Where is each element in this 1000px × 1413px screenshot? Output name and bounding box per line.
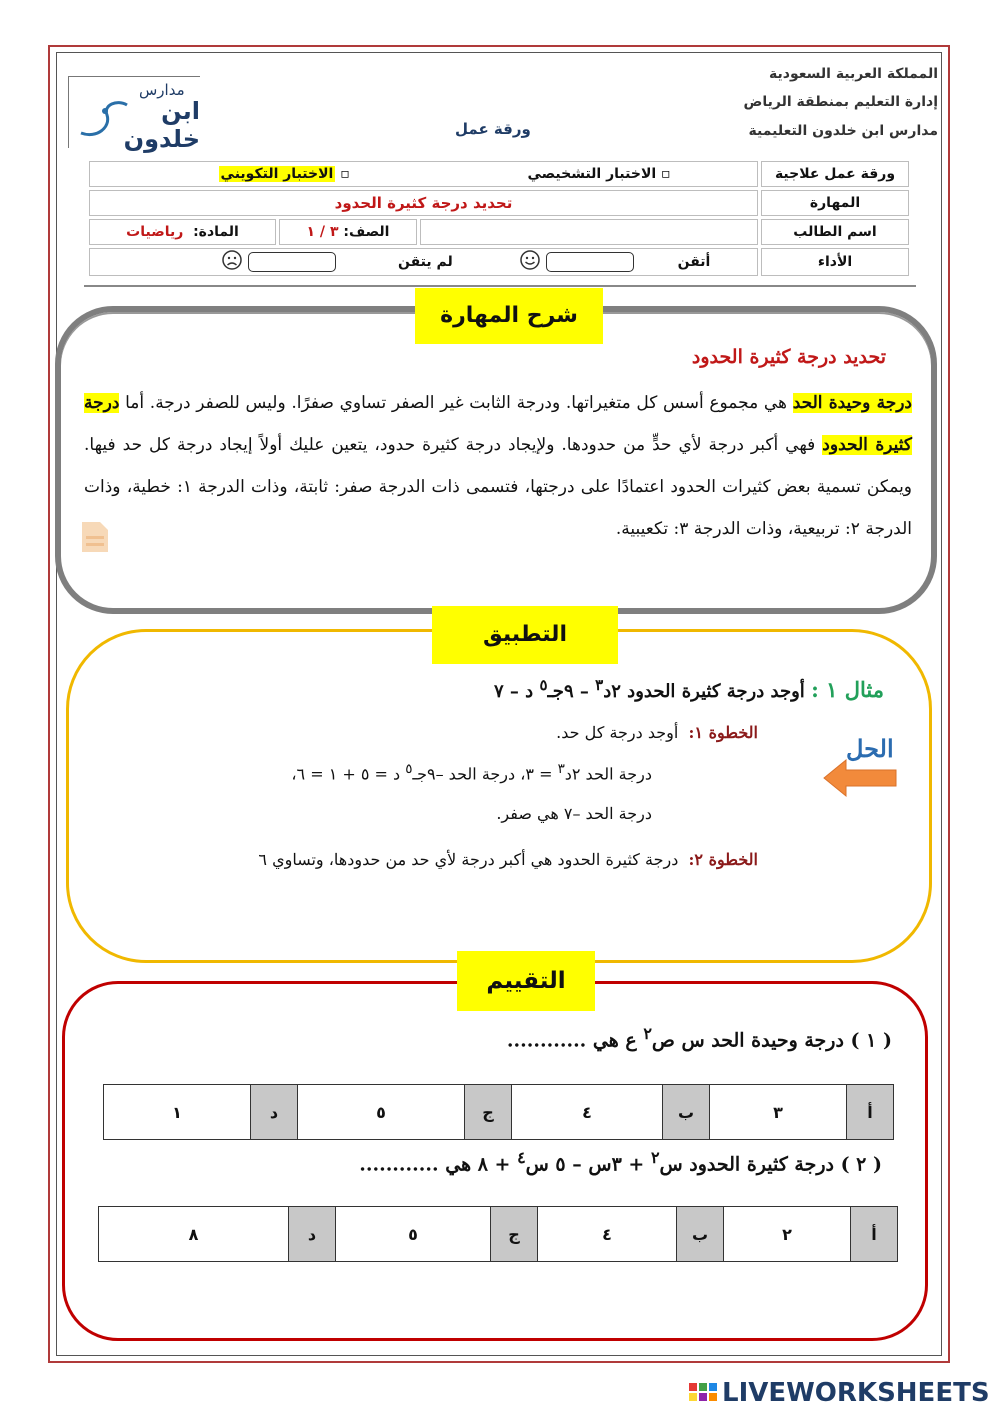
step2-line [258,850,758,869]
performance-label: الأداء [761,248,909,276]
sheet-title: ورقة عمل [455,120,531,138]
checkbox-icon: ▫ [661,166,671,182]
calc-a: درجة الحد ٢د [564,764,652,784]
question-2 [359,1148,882,1175]
q1-key-b: ب [663,1085,710,1140]
info-row-student [89,219,909,245]
info-row-type [89,161,909,187]
info-table [86,158,912,279]
explanation-title: تحديد درجة كثيرة الحدود [691,346,886,368]
info-row-skill [89,190,909,216]
example-label: مثال ١ : [811,677,884,702]
application-ribbon: التطبيق [432,606,618,664]
student-name-field[interactable] [420,219,758,245]
subject-value: رياضيات [126,224,184,240]
not-mastered-label: لم يتقن [397,254,453,270]
solution-label: الحل [846,734,894,763]
example-expr-a: أوجد درجة كثيرة الحدود ٢د [603,681,805,702]
step2-label: الخطوة ٢: [688,850,758,869]
q2-option-a[interactable]: ٢ [724,1207,851,1262]
formative-test-option[interactable] [124,166,444,182]
q2-option-d[interactable]: ٨ [99,1207,289,1262]
explanation-text-2: فهي أكبر درجة لأي حدٍّ من حدودها. ولإيجاد درجة كثيرة حدود، يتعين عليك أولاً إيجاد درجة كل حد فيها. ويمكن تسمية بعض كثيرات الحدود اعتمادًا على درجتها، فتسمى ذات الدرجة صفر: ثابتة، وذات الدرجة ١: خطية، وذات الدرجة ٢: تربيعية، وذات الدرجة ٣: تكعيبية. [84,435,913,539]
q2-text-c: + ٨ هي ............ [359,1153,518,1176]
q1-key-c: ج [465,1085,512,1140]
example-exp-2: ٥ [539,676,548,694]
q1-key-a: أ [847,1085,894,1140]
mastered-input[interactable] [546,252,634,272]
q1-option-c[interactable]: ٥ [298,1085,465,1140]
formative-test-label: الاختبار التكويني [220,166,334,182]
example-exp-1: ٣ [595,676,604,694]
example-expr-c: د – ٧ [493,681,540,702]
calc-b: = ٣، درجة الحد –٩جـ [412,764,558,784]
q2-option-c[interactable]: ٥ [336,1207,491,1262]
header-country: المملكة العربية السعودية [769,66,938,82]
calc-exp-2: ٥ [405,762,413,777]
step2-text: درجة كثيرة الحدود هي أكبر درجة لأي حد من حدودها، وتساوي ٦ [258,850,679,869]
note-icon [80,520,110,554]
assessment-ribbon: التقييم [457,951,595,1011]
q2-option-b[interactable]: ٤ [538,1207,677,1262]
grade-cell [279,219,417,245]
q1-key-d: د [251,1085,298,1140]
term-polynomial-degree: درجة كثيرة الحدود [84,393,913,455]
subject-label: المادة: [193,224,239,240]
calc-line-1 [291,762,652,783]
mastered-label: أتقن [677,254,711,270]
test-type-cell [89,161,758,187]
explanation-text-1: هي مجموع أسس كل متغيراتها. ودرجة الثابت غير الصفر تساوي صفرًا. وليس للصفر درجة. أما [119,393,793,413]
example-line [494,676,884,702]
diagnostic-test-option[interactable] [449,166,749,182]
liveworksheets-logo-icon [688,1382,718,1408]
question-1 [507,1024,892,1051]
q1-text-b: ع هي ............ [506,1029,644,1052]
q2-key-b: ب [677,1207,724,1262]
worksheet-type-label: ورقة عمل علاجية [761,161,909,187]
q2-key-d: د [289,1207,336,1262]
happy-face-icon [515,249,541,275]
q1-text-a: ( ١ ) درجة وحيدة الحد س ص [651,1029,892,1052]
header-divider [84,285,916,287]
calc-line-2: درجة الحد –٧ هي صفر. [496,804,652,823]
skill-label: المهارة [761,190,909,216]
subject-cell [89,219,276,245]
q2-key-a: أ [851,1207,898,1262]
performance-cell [89,248,758,276]
checkbox-icon: ▫ [340,166,350,182]
header-education-dept: إدارة التعليم بمنطقة الرياض [743,94,938,110]
q1-exp: ٢ [643,1024,652,1043]
example-expr-b: – ٩جـ [547,681,596,702]
term-monomial-degree: درجة وحيدة الحد [792,393,912,413]
step1-text: أوجد درجة كل حد. [556,723,679,742]
q1-choices [103,1084,894,1140]
info-row-performance [89,248,909,276]
sad-face-icon [217,249,243,275]
liveworksheets-brand: LIVEWORKSHEETS [722,1378,990,1408]
q2-key-c: ج [491,1207,538,1262]
not-mastered-input[interactable] [248,252,336,272]
q2-text-a: ( ٢ ) درجة كثيرة الحدود س [659,1153,882,1176]
student-name-label: اسم الطالب [761,219,909,245]
school-logo [68,76,200,153]
header-school: مدارس ابن خلدون التعليمية [748,123,938,139]
step1-label: الخطوة ١: [688,723,758,742]
grade-label: الصف: [343,224,390,240]
left-arrow-icon [822,756,898,800]
q1-option-a[interactable]: ٣ [710,1085,847,1140]
logo-text-main: ابن خلدون [123,97,200,153]
q2-text-b: + ٣س – ٥ س [525,1153,651,1176]
diagnostic-test-label: الاختبار التشخيصي [527,166,657,182]
logo-text-top: مدارس [139,81,185,99]
explanation-ribbon: شرح المهارة [415,288,603,344]
logo-swoosh-icon [77,93,137,141]
calc-c: د = ٥ + ١ = ٦، [291,764,406,784]
q2-exp-2: ٤ [517,1148,526,1167]
q1-option-d[interactable]: ١ [104,1085,251,1140]
q2-choices [98,1206,898,1262]
grade-value: ٣ / ١ [306,224,339,240]
explanation-paragraph [84,382,912,550]
q2-exp-1: ٢ [650,1148,660,1167]
q1-option-b[interactable]: ٤ [512,1085,663,1140]
step1-line [556,723,758,742]
skill-value: تحديد درجة كثيرة الحدود [89,190,758,216]
calc-exp-1: ٣ [557,762,565,777]
